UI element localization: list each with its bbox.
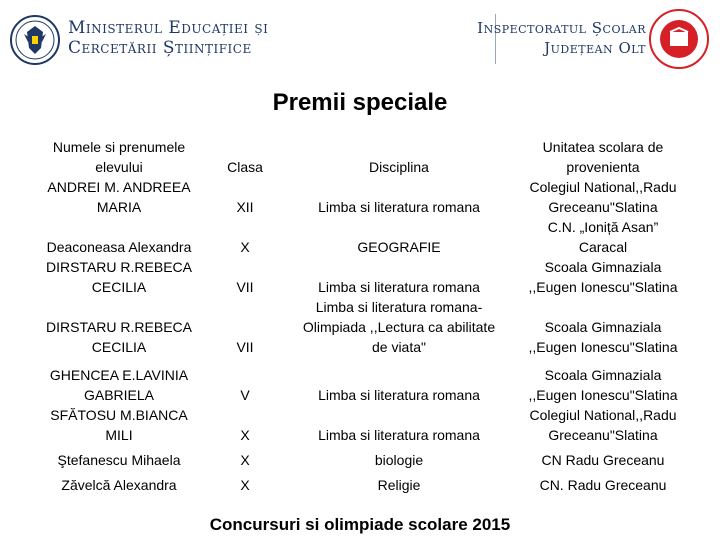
cell-name: Zăvelcă Alexandra <box>61 477 177 493</box>
ministry-name <box>68 18 268 58</box>
cell-name: SFĂTOSU M.BIANCA MILI <box>50 407 188 443</box>
cell-unit: C.N. „Ioniță Asan” Caracal <box>547 219 659 255</box>
cell-class: X <box>240 477 250 493</box>
cell-class: X <box>240 452 250 468</box>
cell-name: Ştefanescu Mihaela <box>57 452 181 468</box>
cell-class: V <box>240 387 250 403</box>
cell-discipline: Limba si literatura romana <box>318 279 480 295</box>
table-row <box>33 297 693 357</box>
page-footer: Concursuri si olimpiade scolare 2015 <box>209 515 511 534</box>
cell-discipline: Limba si literatura romana <box>318 199 480 215</box>
header-discipline: Disciplina <box>369 159 429 175</box>
inspectorate-name <box>477 18 646 58</box>
cell-unit: Scoala Gimnaziala ,,Eugen Ionescu"Slatina <box>528 319 678 355</box>
header-name: Numele si prenumele elevului <box>52 139 186 175</box>
awards-table <box>33 137 693 495</box>
table-row <box>33 257 693 297</box>
page-header <box>0 0 720 80</box>
ministry-line-1: Ministerul Educației și <box>68 18 269 38</box>
page-title: Premii speciale <box>272 89 448 116</box>
table-row <box>33 177 693 217</box>
cell-name: Deaconeasa Alexandra <box>46 239 192 255</box>
cell-discipline: Religie <box>377 477 421 493</box>
cell-class: X <box>240 427 250 443</box>
ministry-line-2: Cercetării Științifice <box>68 38 252 58</box>
table-row <box>33 445 693 470</box>
cell-unit: Scoala Gimnaziala ,,Eugen Ionescu"Slatina <box>528 259 678 295</box>
cell-class: X <box>240 239 250 255</box>
table-row <box>33 470 693 495</box>
cell-name: DIRSTARU R.REBECA CECILIA <box>46 259 192 295</box>
cell-class: XII <box>236 199 254 215</box>
cell-unit: Colegiul National,,Radu Greceanu"Slatina <box>529 179 677 215</box>
inspectorate-logo-icon <box>648 8 710 70</box>
cell-name: DIRSTARU R.REBECA CECILIA <box>46 319 192 355</box>
cell-discipline: Limba si literatura romana <box>318 387 480 403</box>
cell-unit: Scoala Gimnaziala ,,Eugen Ionescu"Slatina <box>528 367 678 403</box>
cell-unit: Colegiul National,,Radu Greceanu"Slatina <box>529 407 677 443</box>
table-row <box>33 217 693 257</box>
cell-class: VII <box>236 339 254 355</box>
header-unit: Unitatea scolara de provenienta <box>542 139 664 175</box>
inspectorate-line-1: Inspectoratul Școlar <box>477 19 646 37</box>
cell-discipline: GEOGRAFIE <box>357 239 441 255</box>
cell-discipline: Limba si literatura romana <box>318 427 480 443</box>
cell-discipline: biologie <box>374 452 424 468</box>
inspectorate-line-2: Județean Olt <box>544 39 646 57</box>
header-class: Clasa <box>227 159 263 175</box>
table-row <box>33 365 693 405</box>
cell-class: VII <box>236 279 254 295</box>
cell-unit: CN Radu Greceanu <box>541 452 665 468</box>
cell-name: GHENCEA E.LAVINIA GABRIELA <box>49 367 189 403</box>
cell-name: ANDREI M. ANDREEA MARIA <box>47 179 191 215</box>
cell-discipline: Limba si literatura romana- Olimpiada ,,Lectura ca abilitate de viata" <box>302 299 496 355</box>
table-row <box>33 405 693 445</box>
table-header-row <box>33 137 693 177</box>
romania-coat-of-arms-icon <box>10 12 60 68</box>
cell-unit: CN. Radu Greceanu <box>539 477 667 493</box>
